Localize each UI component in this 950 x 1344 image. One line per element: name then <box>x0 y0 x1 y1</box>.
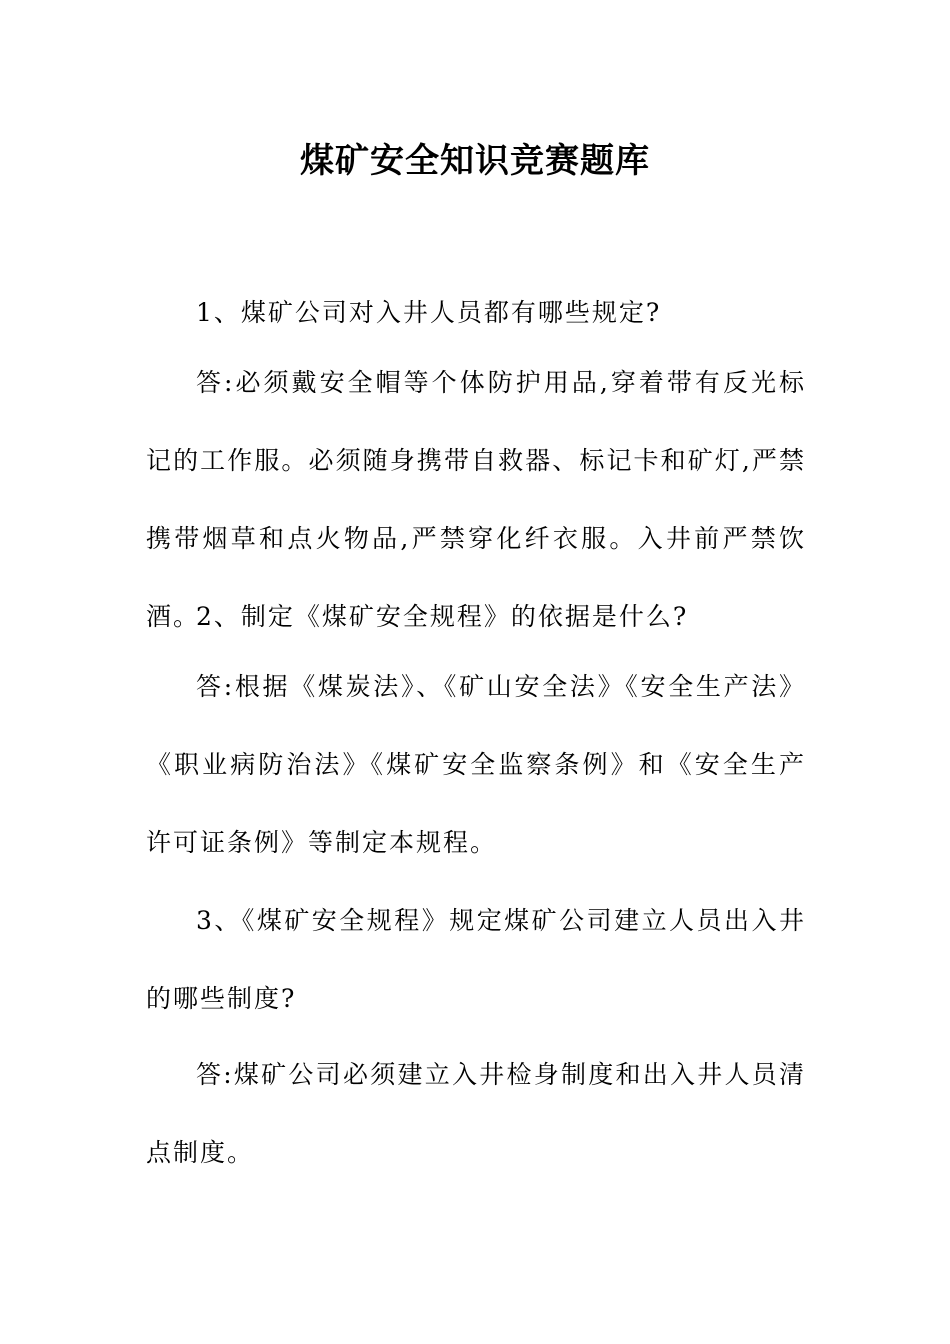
document-title: 煤矿安全知识竞赛题库 <box>300 141 650 181</box>
answer-1: 答:必须戴安全帽等个体防护用品,穿着带有反光标记的工作服。必须随身携带自救器、标记卡和矿灯,严禁携带烟草和点火物品,严禁穿化纤衣服。入井前严禁饮酒。 <box>146 368 806 631</box>
question-1: 1、煤矿公司对入井人员都有哪些规定? <box>196 298 662 327</box>
answer-3: 答:煤矿公司必须建立入井检身制度和出入井人员清点制度。 <box>146 1060 806 1167</box>
answer-2: 答:根据《煤炭法》、《矿山安全法》《安全生产法》《职业病防治法》《煤矿安全监察条例》和《安全生产许可证条例》等制定本规程。 <box>146 672 806 857</box>
question-2: 2、制定《煤矿安全规程》的依据是什么? <box>196 602 689 631</box>
question-3: 3、《煤矿安全规程》规定煤矿公司建立人员出入井的哪些制度? <box>146 906 806 1013</box>
